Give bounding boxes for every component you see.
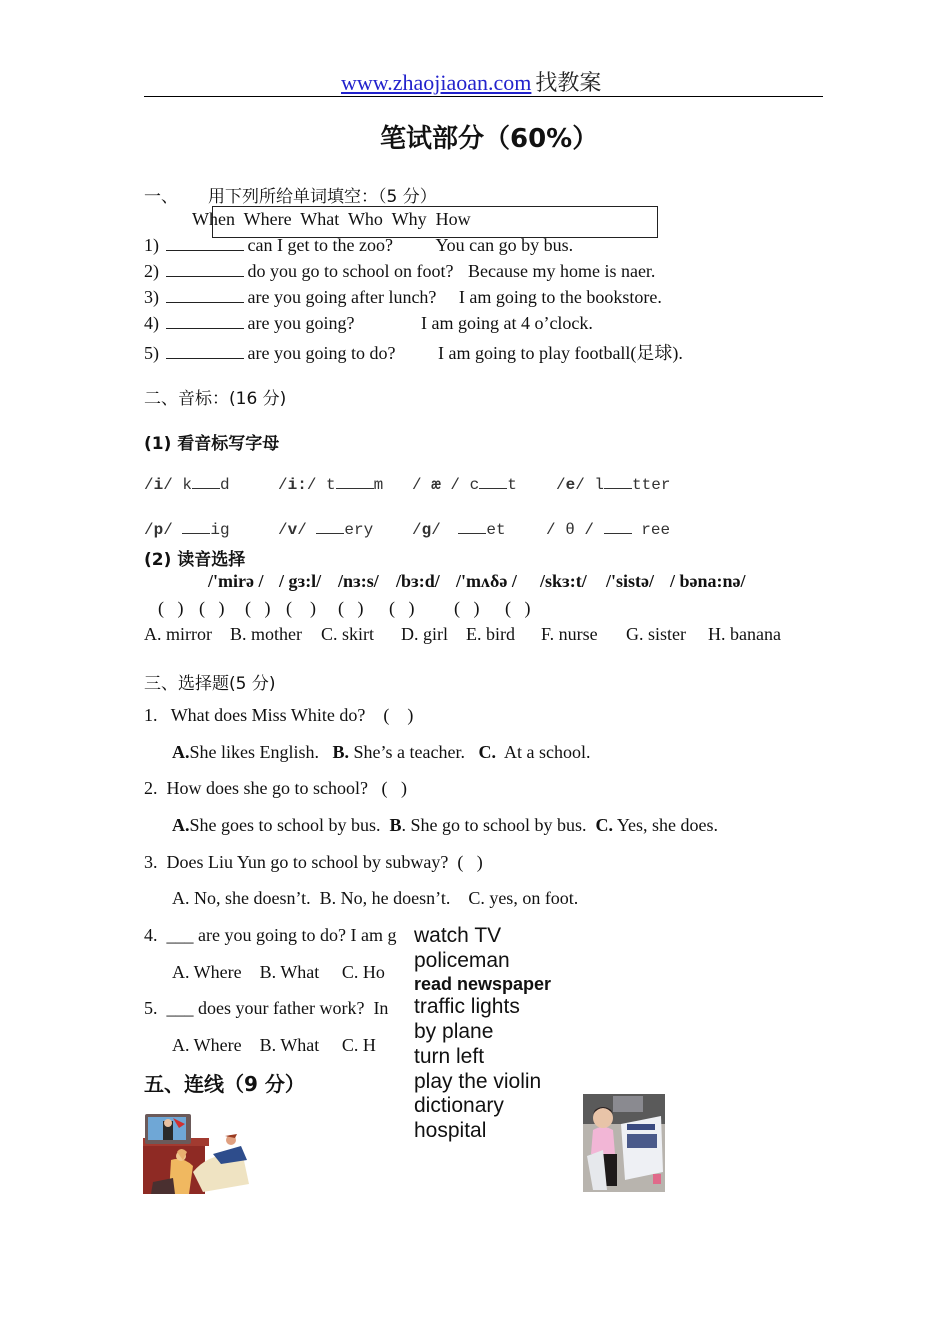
letter-blank[interactable] (458, 521, 486, 534)
option-label: C. (595, 815, 614, 835)
answer-bracket[interactable]: ( ) (286, 598, 316, 618)
page-header (341, 66, 601, 97)
section2-heading: 二、音标：(16 分) (144, 389, 287, 409)
word-part: et (486, 521, 506, 539)
phonetic-symbol: i (153, 476, 164, 494)
letter-blank[interactable] (479, 476, 507, 489)
phonetic-transcription: / gɜ:l/ (279, 571, 322, 591)
phonetic-item: /e/ l tter (556, 476, 671, 494)
match-word-list (414, 924, 555, 1144)
item-number: 3) (144, 287, 159, 307)
option-label: B (389, 815, 402, 835)
section1-heading (144, 182, 437, 207)
question-text: What does Miss White do? (170, 705, 366, 725)
option-label: C. (478, 742, 496, 762)
option: A. Where (172, 962, 242, 982)
word-option: D. girl (401, 624, 448, 644)
item-question: are you going? (247, 313, 355, 333)
question-2 (144, 778, 407, 799)
question-number: 3. (144, 852, 158, 872)
question-5-options (172, 1035, 376, 1056)
question-1-options (172, 742, 590, 763)
answer-blank[interactable]: ___ (166, 925, 194, 945)
phonetic-item: /p/ ig (144, 521, 230, 539)
fill-item-3 (144, 287, 662, 308)
phonetic-transcription: /'mirə / (208, 571, 264, 591)
option: B. What (259, 1035, 320, 1055)
section3-heading: 三、选择题(5 分) (144, 674, 276, 694)
word-part: ig (210, 521, 230, 539)
answer-blank[interactable] (166, 262, 244, 277)
item-answer: I am going to the bookstore. (458, 287, 662, 307)
phonetic-symbol: e (565, 476, 576, 494)
phonetic-transcription: /'sistə/ (606, 571, 654, 591)
question-3-options: A. No, she doesn’t. B. No, he doesn’t. C. yes, on foot. (172, 888, 579, 908)
phonetic-transcription: / bəna:nə/ (670, 571, 746, 591)
item-answer: You can go by bus. (435, 235, 574, 255)
section1-number: 一、 (144, 187, 178, 207)
section5-heading: 五、连线（9 分） (144, 1072, 305, 1096)
header-link[interactable]: www.zhaojiaoan.com (341, 70, 532, 95)
item-number: 2) (144, 261, 159, 281)
letter-blank[interactable] (182, 521, 210, 534)
answer-blank[interactable] (166, 344, 244, 359)
section2-part1-heading: (1) 看音标写字母 (144, 434, 280, 454)
option-text: She goes to school by bus. (189, 815, 381, 835)
match-word: read newspaper (414, 974, 552, 995)
answer-bracket[interactable]: ( ) (457, 852, 483, 872)
letter-blank[interactable] (316, 521, 344, 534)
word-option: G. sister (626, 624, 686, 644)
word-option: H. banana (708, 624, 781, 644)
word-part: t (326, 476, 336, 494)
item-number: 4) (144, 313, 159, 333)
word-option: C. skirt (321, 624, 375, 644)
question-2-options (172, 815, 718, 836)
letter-blank[interactable] (336, 476, 374, 489)
option-text: She likes English. (189, 742, 319, 762)
answer-bracket[interactable]: ( ) (199, 598, 225, 618)
question-text: are you going to do? I am g (198, 925, 397, 945)
word-bank: When Where What Who Why How (192, 209, 471, 229)
word-part: k (182, 476, 193, 494)
answer-bracket[interactable]: ( ) (505, 598, 531, 618)
option-text: She’s a teacher. (349, 742, 465, 762)
answer-blank[interactable] (166, 236, 244, 251)
question-number: 2. (144, 778, 158, 798)
phonetic-symbol: g (421, 521, 432, 539)
answer-blank[interactable] (166, 288, 244, 303)
child-newspaper-photo-icon (583, 1094, 665, 1192)
answer-blank[interactable]: ___ (166, 998, 194, 1018)
header-brand: 找教案 (535, 70, 602, 95)
answer-bracket[interactable]: ( ) (245, 598, 271, 618)
match-word: traffic lights (414, 995, 520, 1019)
question-4-options (172, 962, 385, 983)
match-word: policeman (414, 948, 510, 972)
phonetic-item: /i:/ t m (278, 476, 384, 494)
phonetic-transcription: /bɜ:d/ (396, 571, 440, 591)
tv-illustration-icon (143, 1112, 253, 1194)
question-5 (144, 998, 410, 1019)
phonetic-item: / æ / c t (412, 476, 517, 494)
header-divider (144, 96, 823, 97)
word-part: m (373, 476, 384, 494)
match-word: turn left (414, 1044, 485, 1068)
item-question: can I get to the zoo? (247, 235, 393, 255)
option: C. Ho (341, 962, 385, 982)
question-number: 1. (144, 705, 158, 725)
word-part: t (507, 476, 517, 494)
fill-item-4 (144, 313, 593, 334)
match-word: dictionary (414, 1094, 504, 1118)
word-option: E. bird (466, 624, 515, 644)
item-number: 1) (144, 235, 159, 255)
phonetic-item: /i/ k d (144, 476, 230, 494)
newspaper-photo (583, 1094, 665, 1192)
page-title: 笔试部分（60%） (380, 124, 599, 154)
option: B. What (259, 962, 320, 982)
word-part: ree (641, 521, 671, 539)
phonetic-transcription: /nɜ:s/ (338, 571, 379, 591)
fill-item-5 (144, 339, 683, 365)
item-answer: Because my home is naer. (467, 261, 656, 281)
phonetic-transcription: /skɜ:t/ (540, 571, 587, 591)
phonetic-symbol: p (153, 521, 164, 539)
answer-bracket[interactable]: ( ) (381, 778, 407, 798)
match-word: by plane (414, 1020, 494, 1044)
option-text: At a school. (495, 742, 591, 762)
answer-bracket[interactable]: ( ) (383, 705, 414, 725)
answer-bracket[interactable]: ( ) (338, 598, 364, 618)
letter-blank[interactable] (604, 476, 632, 489)
option-label: B. (332, 742, 350, 762)
item-answer: I am going at 4 o’clock. (420, 313, 593, 333)
phonetic-item: /v/ ery (278, 521, 374, 539)
item-question: do you go to school on foot? (247, 261, 454, 281)
question-text: How does she go to school? (166, 778, 368, 798)
phonetic-symbol: θ (565, 521, 575, 539)
option-text: . She go to school by bus. (401, 815, 587, 835)
question-number: 4. (144, 925, 158, 945)
match-word: watch TV (414, 924, 502, 947)
item-answer: I am going to play football(足球). (437, 343, 683, 363)
word-part: d (220, 476, 230, 494)
question-3 (144, 852, 483, 873)
answer-bracket[interactable]: ( ) (454, 598, 480, 618)
question-text: Does Liu Yun go to school by subway? (166, 852, 449, 872)
phonetic-symbol: æ (431, 476, 441, 494)
word-part: c (469, 476, 480, 494)
word-part: ery (344, 521, 374, 539)
phonetic-transcription: /'mʌδə / (456, 571, 517, 591)
letter-blank[interactable] (192, 476, 220, 489)
word-part: tter (632, 476, 671, 494)
item-question: are you going to do? (247, 343, 396, 363)
phonetic-item: / θ / ree (546, 521, 671, 539)
answer-bracket[interactable]: ( ) (389, 598, 415, 618)
option: A. Where (172, 1035, 242, 1055)
option-label: A. (172, 742, 190, 762)
fill-item-2 (144, 261, 655, 282)
question-4 (144, 925, 410, 946)
question-number: 5. (144, 998, 158, 1018)
section2-part2-heading: (2) 读音选择 (144, 550, 246, 570)
word-option: B. mother (230, 624, 302, 644)
option-text: Yes, she does. (613, 815, 719, 835)
section1-title: 用下列所给单词填空：（5 分） (208, 187, 437, 207)
item-number: 5) (144, 343, 159, 363)
phonetic-symbol: v (287, 521, 298, 539)
word-option: F. nurse (541, 624, 598, 644)
fill-item-1 (144, 235, 573, 256)
match-word: play the violin (414, 1069, 542, 1093)
item-question: are you going after lunch? (247, 287, 437, 307)
answer-blank[interactable] (166, 314, 244, 329)
option-label: A. (172, 815, 190, 835)
letter-blank[interactable] (604, 521, 632, 534)
phonetic-item: /g/ et (412, 521, 506, 539)
question-1 (144, 705, 413, 726)
word-part: l (594, 476, 605, 494)
watching-tv-image (143, 1112, 253, 1194)
word-option: A. mirror (144, 624, 212, 644)
phonetic-symbol: i: (287, 476, 307, 494)
match-word: hospital (414, 1118, 487, 1142)
answer-bracket[interactable]: ( ) (158, 598, 184, 618)
question-text: does your father work? In (198, 998, 389, 1018)
option: C. H (341, 1035, 376, 1055)
